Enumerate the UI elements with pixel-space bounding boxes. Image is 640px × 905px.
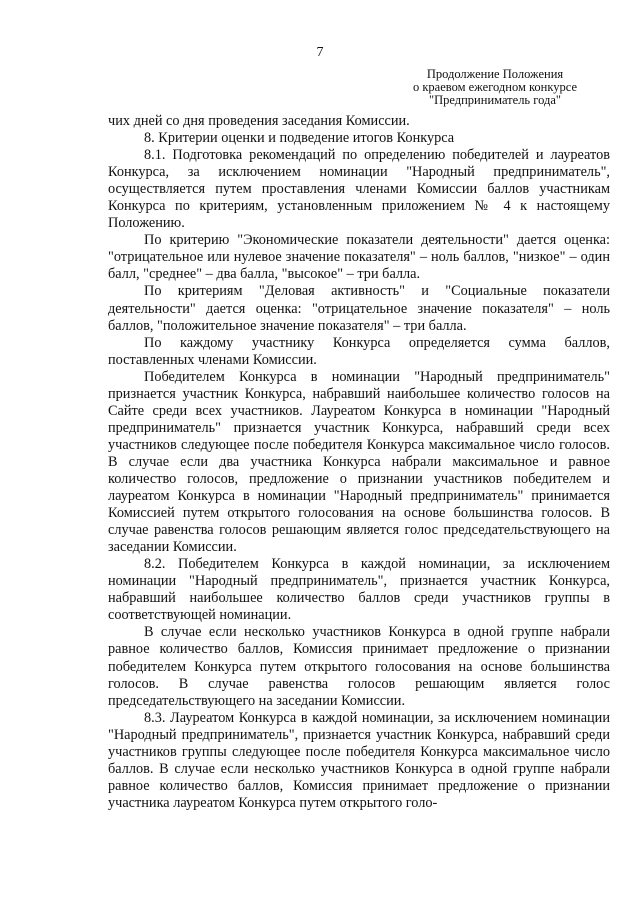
paragraph: 8.2. Победителем Конкурса в каждой номинации, за исключением номинации "Народный предприниматель", признается участник Конкурса, набравший наибольшее количество баллов среди участников группы в соответствующей номинации. — [108, 556, 610, 624]
section-heading: 8. Критерии оценки и подведение итогов Конкурса — [144, 130, 455, 147]
header-line: о краевом ежегодном конкурсе — [412, 80, 578, 94]
paragraph: Победителем Конкурса в номинации "Народный предприниматель" признается участник Конкурса, набравший наибольшее количество голосов на Сайте среди всех участников. Лауреатом Конкурса в номинации "Народный предприниматель" признается участник Конкурса, набравший среди всех участников следующее после победителя Конкурса максимальное число голосов. В случае если два участника Конкурса набрали максимальное и равное количество голосов, предложение о признании участников победителем и лауреатом Конкурса в номинации "Народный предприниматель" принимается Комиссией путем открытого голосования на основе большинства голосов. В случае равенства голосов решающим является голос председательствующего на заседании Комиссии. — [108, 368, 610, 556]
paragraph: 8.3. Лауреатом Конкурса в каждой номинации, за исключением номинации "Народный предприниматель", признается участник Конкурса, набравший среди участников группы следующее после победителя Конкурса максимальное число баллов. В случае если несколько участников Конкурса в одной группе набрали равное количество баллов, Комиссия принимает предложение о признании участника лауреатом Конкурса путем открытого голо- — [108, 709, 610, 811]
header-line: "Предприниматель года" — [429, 93, 561, 107]
paragraph: По критериям "Деловая активность" и "Социальные показатели деятельности" дается оценка: "отрицательное значение показателя" – ноль баллов, "положительное значение показателя" – три балла. — [108, 283, 610, 334]
paragraph: По критерию "Экономические показатели деятельности" дается оценка: "отрицательное или нулевое значение показателя" – ноль баллов, "низкое" – один балл, "среднее" – два балла, "высокое" – три балла. — [108, 232, 610, 283]
page-number: 7 — [316, 45, 324, 60]
paragraph: По каждому участнику Конкурса определяется сумма баллов, поставленных членами Комиссии. — [108, 334, 610, 368]
paragraph: 8.1. Подготовка рекомендаций по определению победителей и лауреатов Конкурса, за исключением номинации "Народный предприниматель", осуществляется путем проставления членами Комиссии баллов участникам Конкурса по критериям, установленным приложением № 4 к настоящему Положению. — [108, 147, 610, 232]
page-header — [380, 68, 610, 107]
document-body — [108, 113, 610, 812]
header-line: Продолжение Положения — [426, 67, 564, 81]
paragraph: В случае если несколько участников Конкурса в одной группе набрали равное количество баллов, Комиссия принимает предложение о признании победителем Конкурса путем открытого голосования на основе большинства голосов. В случае равенства голосов решающим является голос председательствующего на заседании Комиссии. — [108, 624, 610, 709]
paragraph-continuation: чих дней со дня проведения заседания Комиссии. — [108, 113, 410, 129]
